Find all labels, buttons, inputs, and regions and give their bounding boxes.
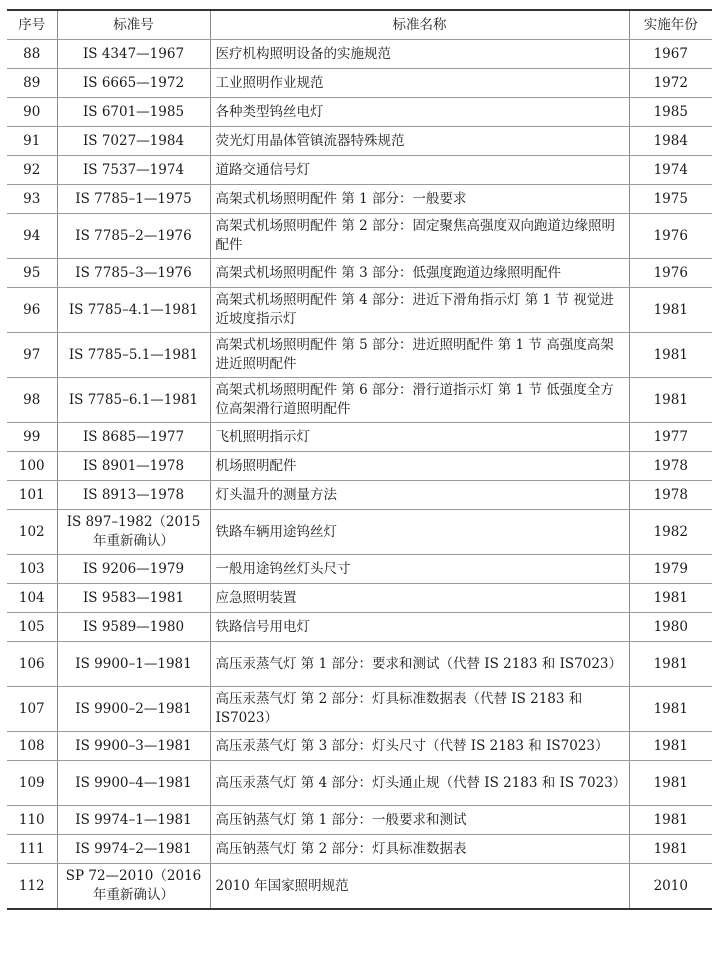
- cell-standard-name: 飞机照明指示灯: [210, 423, 629, 452]
- cell-standard-code: IS 9900–2—1981: [57, 687, 210, 732]
- cell-standard-name: 高压汞蒸气灯 第 1 部分：要求和测试（代替 IS 2183 和 IS7023）: [210, 642, 629, 687]
- cell-year: 1980: [629, 613, 712, 642]
- cell-standard-code: IS 9900–1—1981: [57, 642, 210, 687]
- cell-standard-code: IS 7785–2—1976: [57, 214, 210, 259]
- table-row: [7, 555, 712, 584]
- cell-number: 100: [7, 452, 57, 481]
- header-row: [7, 10, 712, 40]
- cell-year: 1974: [629, 156, 712, 185]
- cell-year: 2010: [629, 864, 712, 910]
- cell-number: 112: [7, 864, 57, 910]
- cell-standard-name: 铁路信号用电灯: [210, 613, 629, 642]
- table-row: [7, 864, 712, 910]
- cell-standard-name: 灯头温升的测量方法: [210, 481, 629, 510]
- cell-year: 1981: [629, 835, 712, 864]
- standards-table-wrapper: [7, 9, 712, 910]
- table-row: [7, 156, 712, 185]
- cell-number: 92: [7, 156, 57, 185]
- cell-number: 109: [7, 761, 57, 806]
- cell-standard-code: IS 9589—1980: [57, 613, 210, 642]
- table-row: [7, 40, 712, 69]
- table-row: [7, 835, 712, 864]
- cell-standard-code: IS 7027—1984: [57, 127, 210, 156]
- cell-number: 107: [7, 687, 57, 732]
- cell-number: 93: [7, 185, 57, 214]
- cell-standard-name: 工业照明作业规范: [210, 69, 629, 98]
- table-row: [7, 259, 712, 288]
- cell-year: 1967: [629, 40, 712, 69]
- cell-standard-code: IS 9900–3—1981: [57, 732, 210, 761]
- cell-year: 1981: [629, 761, 712, 806]
- header-number: 序号: [7, 10, 57, 40]
- cell-standard-code: IS 9974–2—1981: [57, 835, 210, 864]
- cell-standard-name: 高压汞蒸气灯 第 3 部分：灯头尺寸（代替 IS 2183 和 IS7023）: [210, 732, 629, 761]
- cell-standard-code: IS 7785–4.1—1981: [57, 288, 210, 333]
- table-row: [7, 510, 712, 555]
- table-row: [7, 127, 712, 156]
- cell-year: 1975: [629, 185, 712, 214]
- cell-year: 1981: [629, 642, 712, 687]
- table-row: [7, 642, 712, 687]
- cell-standard-name: 高架式机场照明配件 第 2 部分：固定聚焦高强度双向跑道边缘照明配件: [210, 214, 629, 259]
- cell-year: 1984: [629, 127, 712, 156]
- cell-standard-code: IS 7785–3—1976: [57, 259, 210, 288]
- table-row: [7, 481, 712, 510]
- cell-standard-code: IS 8901—1978: [57, 452, 210, 481]
- cell-number: 105: [7, 613, 57, 642]
- cell-standard-code: IS 7537—1974: [57, 156, 210, 185]
- table-row: [7, 687, 712, 732]
- cell-year: 1981: [629, 378, 712, 423]
- cell-year: 1985: [629, 98, 712, 127]
- table-row: [7, 806, 712, 835]
- cell-standard-code: IS 8913—1978: [57, 481, 210, 510]
- cell-standard-code: IS 7785–6.1—1981: [57, 378, 210, 423]
- cell-year: 1976: [629, 259, 712, 288]
- cell-standard-name: 高压汞蒸气灯 第 2 部分：灯具标准数据表（代替 IS 2183 和 IS7023）: [210, 687, 629, 732]
- cell-number: 104: [7, 584, 57, 613]
- cell-number: 103: [7, 555, 57, 584]
- cell-standard-code: IS 9974–1—1981: [57, 806, 210, 835]
- cell-standard-name: 高架式机场照明配件 第 4 部分：进近下滑角指示灯 第 1 节 视觉进近坡度指示灯: [210, 288, 629, 333]
- cell-number: 90: [7, 98, 57, 127]
- cell-standard-name: 2010 年国家照明规范: [210, 864, 629, 910]
- table-header: [7, 10, 712, 40]
- table-row: [7, 288, 712, 333]
- cell-number: 94: [7, 214, 57, 259]
- table-row: [7, 69, 712, 98]
- cell-number: 98: [7, 378, 57, 423]
- cell-number: 101: [7, 481, 57, 510]
- table-row: [7, 584, 712, 613]
- cell-standard-code: IS 7785–1—1975: [57, 185, 210, 214]
- table-row: [7, 761, 712, 806]
- cell-year: 1981: [629, 732, 712, 761]
- cell-standard-code: SP 72—2010（2016 年重新确认）: [57, 864, 210, 910]
- table-row: [7, 613, 712, 642]
- table-row: [7, 423, 712, 452]
- cell-number: 110: [7, 806, 57, 835]
- cell-number: 95: [7, 259, 57, 288]
- cell-standard-name: 应急照明装置: [210, 584, 629, 613]
- table-row: [7, 185, 712, 214]
- cell-year: 1981: [629, 333, 712, 378]
- cell-standard-code: IS 6701—1985: [57, 98, 210, 127]
- cell-standard-name: 铁路车辆用途钨丝灯: [210, 510, 629, 555]
- cell-standard-name: 高压钠蒸气灯 第 2 部分：灯具标准数据表: [210, 835, 629, 864]
- cell-year: 1981: [629, 584, 712, 613]
- cell-number: 99: [7, 423, 57, 452]
- cell-standard-name: 荧光灯用晶体管镇流器特殊规范: [210, 127, 629, 156]
- cell-number: 108: [7, 732, 57, 761]
- cell-standard-code: IS 9900–4—1981: [57, 761, 210, 806]
- cell-number: 96: [7, 288, 57, 333]
- table-row: [7, 98, 712, 127]
- table-body: [7, 40, 712, 910]
- cell-year: 1977: [629, 423, 712, 452]
- cell-standard-code: IS 8685—1977: [57, 423, 210, 452]
- cell-number: 88: [7, 40, 57, 69]
- cell-standard-code: IS 9206—1979: [57, 555, 210, 584]
- cell-year: 1978: [629, 452, 712, 481]
- cell-standard-name: 各种类型钨丝电灯: [210, 98, 629, 127]
- header-standard-code: 标准号: [57, 10, 210, 40]
- cell-standard-name: 道路交通信号灯: [210, 156, 629, 185]
- cell-number: 89: [7, 69, 57, 98]
- table-row: [7, 378, 712, 423]
- cell-standard-name: 高架式机场照明配件 第 3 部分：低强度跑道边缘照明配件: [210, 259, 629, 288]
- cell-number: 102: [7, 510, 57, 555]
- cell-standard-name: 医疗机构照明设备的实施规范: [210, 40, 629, 69]
- cell-year: 1982: [629, 510, 712, 555]
- cell-year: 1976: [629, 214, 712, 259]
- cell-year: 1981: [629, 687, 712, 732]
- cell-standard-code: IS 4347—1967: [57, 40, 210, 69]
- cell-number: 106: [7, 642, 57, 687]
- cell-standard-code: IS 897–1982（2015 年重新确认）: [57, 510, 210, 555]
- cell-standard-name: 高压钠蒸气灯 第 1 部分：一般要求和测试: [210, 806, 629, 835]
- cell-standard-name: 高架式机场照明配件 第 6 部分：滑行道指示灯 第 1 节 低强度全方位高架滑行道照明配件: [210, 378, 629, 423]
- cell-standard-name: 机场照明配件: [210, 452, 629, 481]
- cell-number: 91: [7, 127, 57, 156]
- table-row: [7, 333, 712, 378]
- header-standard-name: 标准名称: [210, 10, 629, 40]
- cell-standard-name: 高压汞蒸气灯 第 4 部分：灯头通止规（代替 IS 2183 和 IS 7023）: [210, 761, 629, 806]
- cell-standard-name: 高架式机场照明配件 第 1 部分：一般要求: [210, 185, 629, 214]
- cell-standard-code: IS 7785–5.1—1981: [57, 333, 210, 378]
- cell-year: 1972: [629, 69, 712, 98]
- header-year: 实施年份: [629, 10, 712, 40]
- cell-standard-code: IS 6665—1972: [57, 69, 210, 98]
- table-row: [7, 452, 712, 481]
- standards-table: [7, 9, 712, 910]
- cell-number: 97: [7, 333, 57, 378]
- cell-standard-code: IS 9583—1981: [57, 584, 210, 613]
- cell-year: 1981: [629, 806, 712, 835]
- table-row: [7, 732, 712, 761]
- cell-year: 1979: [629, 555, 712, 584]
- cell-year: 1981: [629, 288, 712, 333]
- cell-year: 1978: [629, 481, 712, 510]
- cell-standard-name: 高架式机场照明配件 第 5 部分：进近照明配件 第 1 节 高强度高架进近照明配件: [210, 333, 629, 378]
- table-row: [7, 214, 712, 259]
- cell-number: 111: [7, 835, 57, 864]
- cell-standard-name: 一般用途钨丝灯头尺寸: [210, 555, 629, 584]
